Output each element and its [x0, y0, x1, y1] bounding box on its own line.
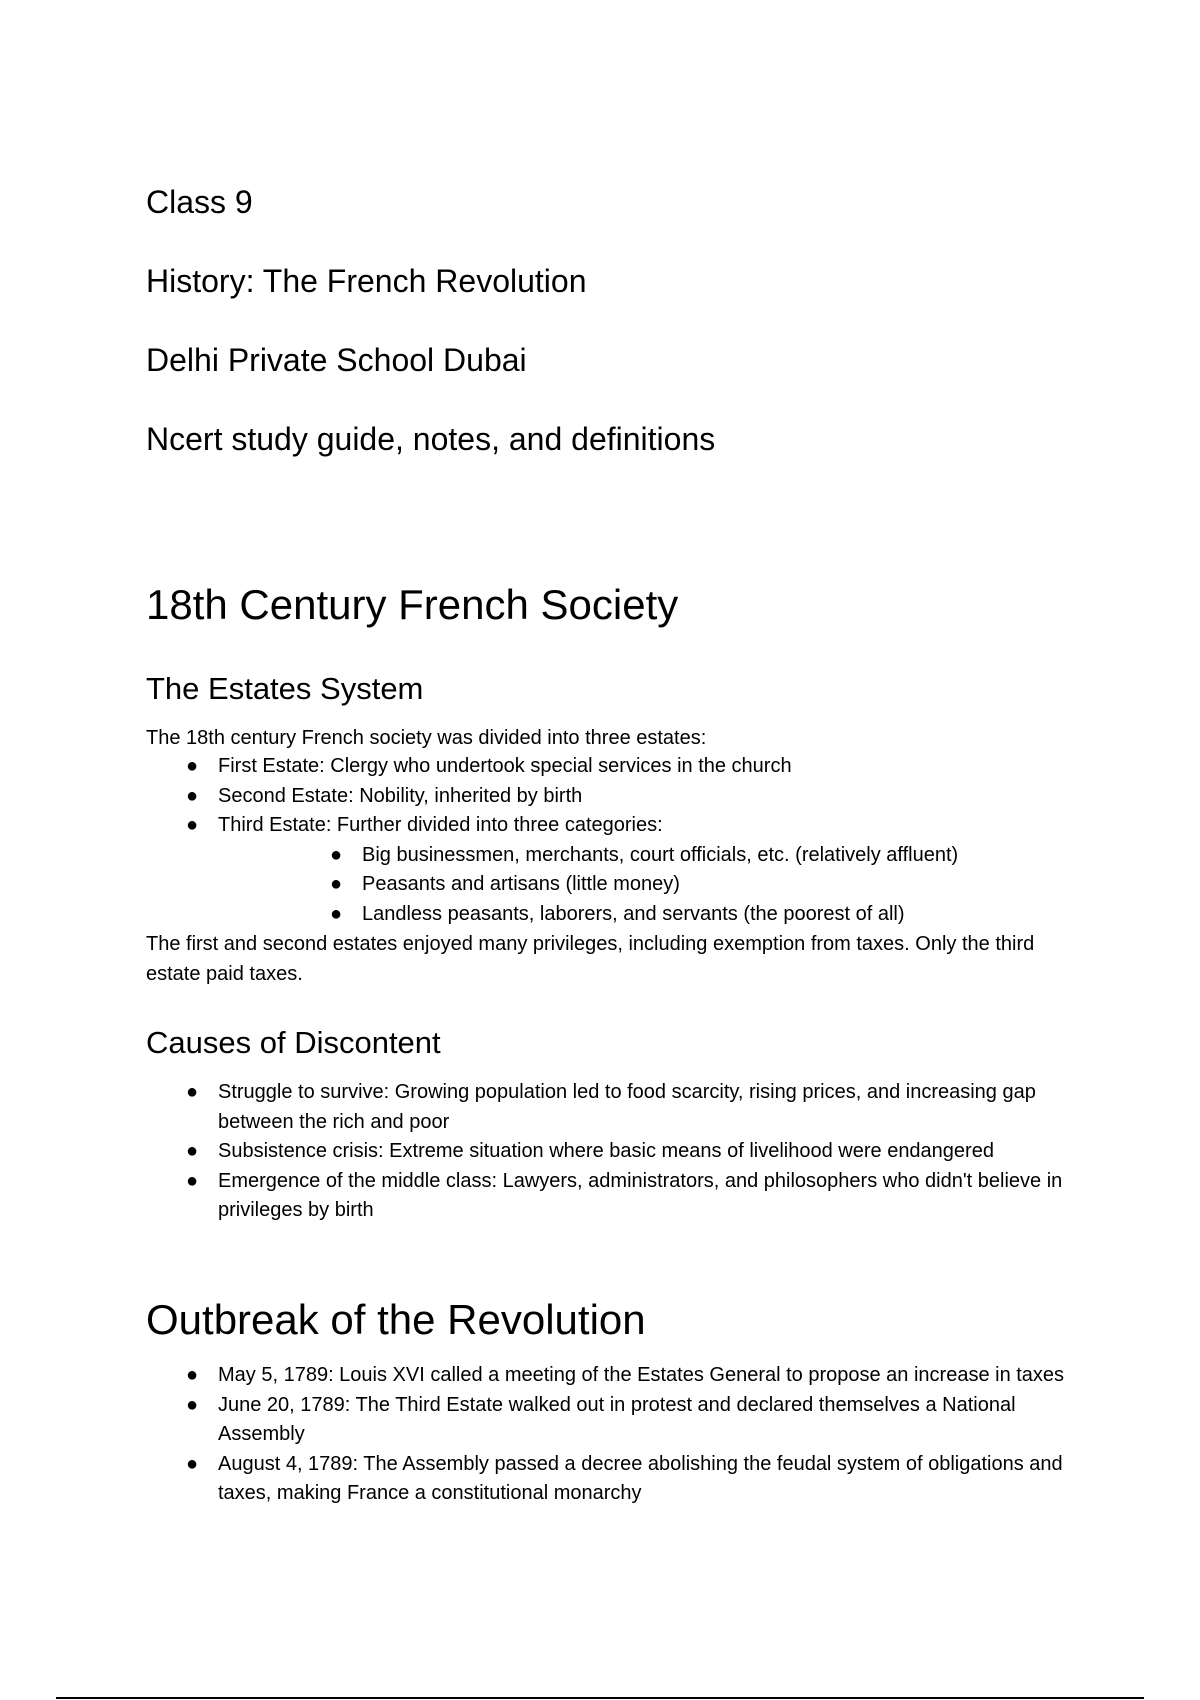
bullet-icon: ● — [185, 1452, 199, 1475]
bullet-icon: ● — [185, 1169, 199, 1192]
list-item — [146, 1167, 1066, 1226]
bullet-icon: ● — [185, 784, 199, 807]
subject-line: History: The French Revolution — [146, 263, 587, 299]
list-item — [146, 1078, 1066, 1137]
bullet-icon: ● — [329, 873, 343, 895]
list-item — [146, 1137, 1066, 1167]
sublist-item — [218, 841, 1066, 871]
list-item — [146, 752, 1066, 782]
list-item — [146, 782, 1066, 812]
heading-estates-system: The Estates System — [146, 671, 424, 706]
list-item-text: May 5, 1789: Louis XVI called a meeting of the Estates General to propose an increase in taxes — [218, 1364, 1065, 1386]
outbreak-list — [146, 1361, 1066, 1509]
bullet-icon: ● — [185, 755, 199, 777]
list-item-text: Emergence of the middle class: Lawyers, administrators, and philosophers who didn't believe in privileges by birth — [218, 1169, 1063, 1221]
sublist-item-text: Landless peasants, laborers, and servants (the poorest of all) — [362, 902, 905, 925]
list-item-text: First Estate: Clergy who undertook special services in the church — [218, 755, 792, 777]
sublist-item — [218, 870, 1066, 900]
bullet-icon: ● — [185, 1140, 199, 1162]
estates-list — [146, 752, 1066, 929]
list-item — [146, 811, 1066, 929]
list-item-text: Subsistence crisis: Extreme situation where basic means of livelihood were endangered — [218, 1140, 994, 1162]
footer-divider — [56, 1697, 1144, 1699]
estates-closing: The first and second estates enjoyed many privileges, including exemption from taxes. Only the third estate paid taxes. — [146, 933, 1035, 985]
bullet-icon: ● — [185, 814, 199, 836]
discontent-list — [146, 1078, 1066, 1226]
bullet-icon: ● — [329, 902, 343, 925]
section-title-french-society: 18th Century French Society — [146, 581, 679, 628]
bullet-icon: ● — [185, 1393, 199, 1416]
bullet-icon: ● — [185, 1364, 199, 1386]
list-item-text: Third Estate: Further divided into three categories: — [218, 814, 663, 836]
school-line: Delhi Private School Dubai — [146, 342, 527, 378]
section-title-outbreak: Outbreak of the Revolution — [146, 1296, 646, 1343]
bullet-icon: ● — [185, 1081, 199, 1103]
sublist-item-text: Big businessmen, merchants, court officials, etc. (relatively affluent) — [362, 843, 959, 866]
list-item-text: Struggle to survive: Growing population led to food scarcity, rising prices, and increasing gap between the rich and poor — [218, 1081, 1036, 1133]
list-item-text: June 20, 1789: The Third Estate walked out in protest and declared themselves a National Assembly — [218, 1393, 1016, 1445]
sublist-item — [218, 900, 1066, 930]
guide-line: Ncert study guide, notes, and definitions — [146, 421, 716, 457]
bullet-icon: ● — [329, 843, 343, 866]
list-item — [146, 1450, 1066, 1509]
list-item — [146, 1361, 1066, 1391]
list-item-text: August 4, 1789: The Assembly passed a decree abolishing the feudal system of obligations and taxes, making France a constitutional monarchy — [218, 1452, 1063, 1504]
sublist-item-text: Peasants and artisans (little money) — [362, 873, 680, 895]
list-item-text: Second Estate: Nobility, inherited by birth — [218, 784, 583, 807]
class-line: Class 9 — [146, 184, 253, 220]
list-item — [146, 1391, 1066, 1450]
third-estate-sublist — [218, 841, 1066, 930]
estates-intro: The 18th century French society was divided into three estates: — [146, 727, 707, 749]
heading-causes-discontent: Causes of Discontent — [146, 1025, 441, 1060]
